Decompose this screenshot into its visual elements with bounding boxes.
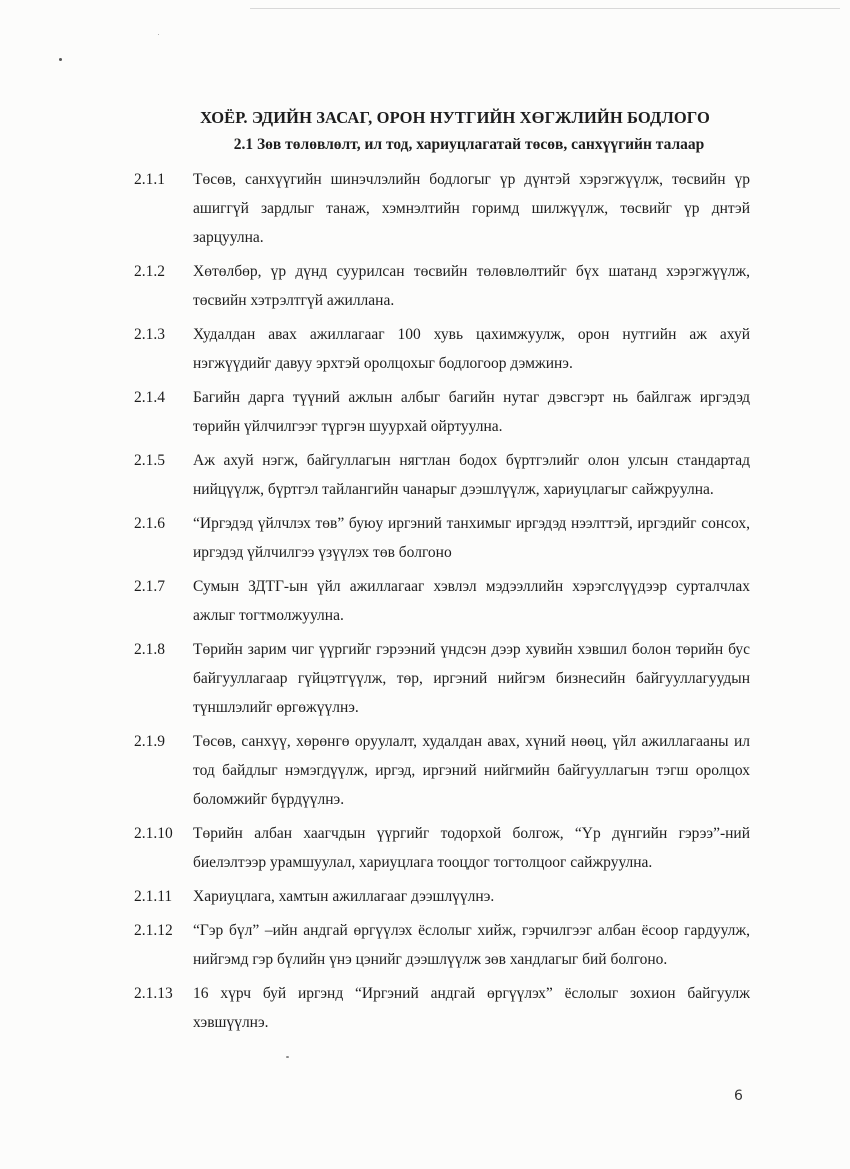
item-text: Төсөв, санхүү, хөрөнгө оруулалт, худалдан авах, хүний нөөц, үйл ажиллагааны ил тод байдлыг нэмэгдүүлж, иргэд, иргэний нийгмийн байгууллагын тэгш оролцох боломжийг бүрдүүлнэ.: [193, 733, 750, 808]
item-number: 2.1.10: [134, 825, 173, 842]
item-number: 2.1.2: [134, 263, 165, 280]
item-text: Сумын ЗДТГ-ын үйл ажиллагааг хэвлэл мэдээллийн хэрэгслүүдээр сурталчлах ажлыг тогтмолжуулна.: [193, 578, 750, 624]
item-number: 2.1.11: [134, 888, 173, 905]
document-title-text: ХОЁР. ЭДИЙН ЗАСАГ, ОРОН НУТГИЙН ХӨГЖЛИЙН БОДЛОГО: [200, 108, 710, 127]
item-text: Төсөв, санхүүгийн шинэчлэлийн бодлогыг үр дүнтэй хэрэгжүүлж, төсвийн үр ашиггүй зардлыг танаж, хэмнэлтийн горимд шилжүүлж, төсвийг үр днтэй зарцуулна.: [193, 171, 750, 246]
list-item: [134, 320, 750, 378]
scan-edge-line: [250, 8, 840, 9]
item-number: 2.1.6: [134, 515, 165, 532]
list-item: [134, 916, 750, 974]
scan-speck: [286, 1056, 289, 1058]
item-number: 2.1.7: [134, 578, 165, 595]
section-subtitle: [0, 136, 850, 154]
item-text: Төрийн зарим чиг үүргийг гэрээний үндсэн дээр хувийн хэвшил болон төрийн бус байгууллагаар гүйцэтгүүлж, төр, иргэний нийгэм бизнесийн байгууллагуудын түншлэлийг өргөжүүлнэ.: [193, 641, 750, 716]
item-number: 2.1.4: [134, 389, 165, 406]
section-subtitle-text: 2.1 Зөв төлөвлөлт, ил тод, хариуцлагатай төсөв, санхүүгийн талаар: [233, 136, 705, 153]
item-number: 2.1.12: [134, 922, 173, 939]
list-item: [134, 572, 750, 630]
item-number: 2.1.1: [134, 171, 165, 188]
list-item: [134, 979, 750, 1037]
scan-speck: [158, 34, 159, 35]
item-text: Хариуцлага, хамтын ажиллагааг дээшлүүлнэ.: [193, 888, 495, 905]
list-item: [134, 509, 750, 567]
list-item: [134, 635, 750, 722]
item-text: Төрийн албан хаагчдын үүргийг тодорхой болгож, “Үр дүнгийн гэрээ”-ний биелэлтээр урамшуулал, хариуцлага тооцдог тогтолцоог сайжруулна.: [193, 825, 750, 871]
item-text: “Гэр бүл” –ийн андгай өргүүлэх ёслолыг хийж, гэрчилгээг албан ёсоор гардуулж, нийгэмд гэр бүлийн үнэ цэнийг дээшлүүлж зөв хандлагыг бий болгоно.: [193, 922, 750, 968]
list-item: [134, 819, 750, 877]
item-number: 2.1.9: [134, 733, 165, 750]
page-number: 6: [734, 1088, 743, 1104]
item-text: “Иргэдэд үйлчлэх төв” буюу иргэний танхимыг иргэдэд нээлттэй, иргэдийг сонсох, иргэдэд үйлчилгээ үзүүлэх төв болгоно: [193, 515, 750, 561]
item-number: 2.1.8: [134, 641, 165, 658]
item-number: 2.1.3: [134, 326, 165, 343]
list-item: [134, 257, 750, 315]
item-text: Аж ахуй нэгж, байгуллагын нягтлан бодох бүртгэлийг олон улсын стандартад нийцүүлж, бүртгэл тайлангийн чанарыг дээшлүүлж, хариуцлагыг сайжруулна.: [193, 452, 750, 498]
list-item: [134, 165, 750, 252]
scan-speck: [59, 58, 62, 61]
list-item: [134, 727, 750, 814]
item-text: Хөтөлбөр, үр дүнд суурилсан төсвийн төлөвлөлтийг бүх шатанд хэрэгжүүлж, төсвийн хэтрэлтгүй ажиллана.: [193, 263, 750, 309]
list-item: [134, 882, 750, 911]
list-item: [134, 446, 750, 504]
item-text: 16 хүрч буй иргэнд “Иргэний андгай өргүүлэх” ёслолыг зохион байгуулж хэвшүүлнэ.: [193, 985, 750, 1031]
list-item: [134, 383, 750, 441]
item-number: 2.1.13: [134, 985, 173, 1002]
item-number: 2.1.5: [134, 452, 165, 469]
item-text: Багийн дарга түүний ажлын албыг багийн нутаг дэвсгэрт нь байлгаж иргэдэд төрийн үйлчилгээг түргэн шуурхай ойртуулна.: [193, 389, 750, 435]
numbered-list: [134, 165, 750, 1042]
document-title: [0, 108, 850, 128]
item-text: Худалдан авах ажиллагааг 100 хувь цахимжуулж, орон нутгийн аж ахуй нэгжүүдийг давуу эрхтэй оролцохыг бодлогоор дэмжинэ.: [193, 326, 750, 372]
